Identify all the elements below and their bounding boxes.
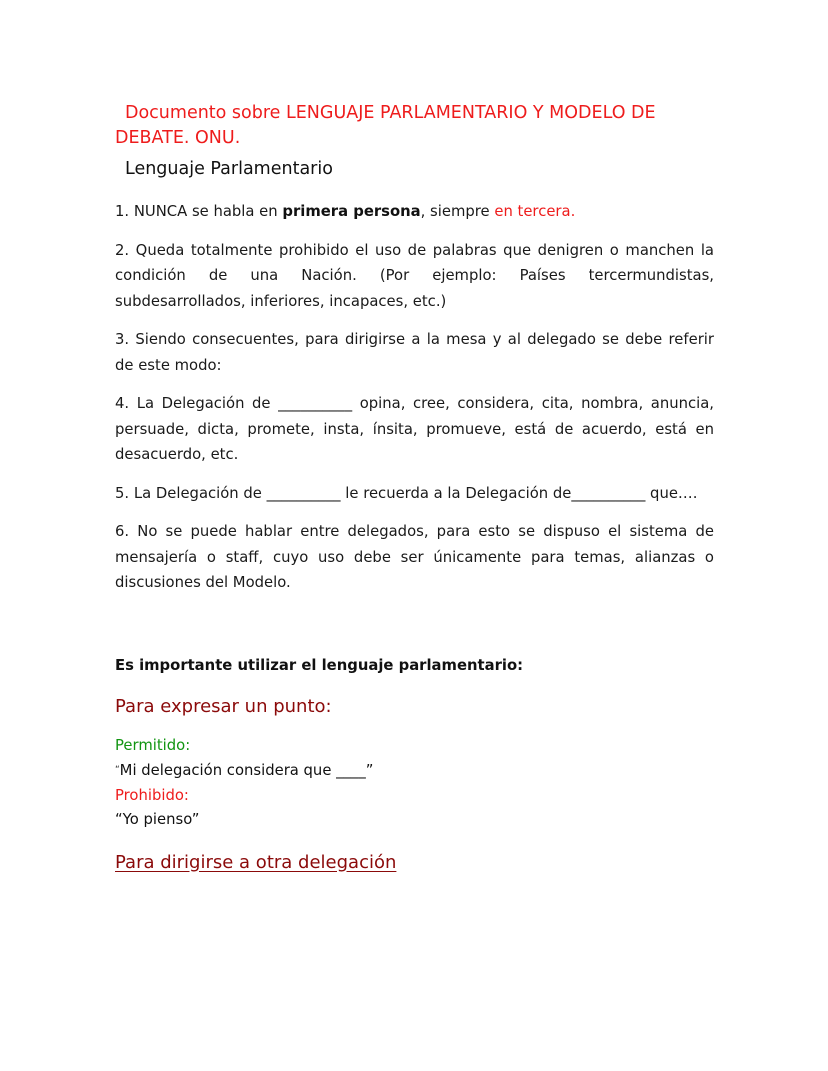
rule-1-highlight: en tercera. <box>494 203 576 220</box>
rule-2: 2. Queda totalmente prohibido el uso de palabras que denigren o manchen la condición de una Nación. (Por ejemplo: Países tercermundistas, subdesarrollados, inferiores, incapaces, etc.) <box>115 241 714 310</box>
prohibited-label: Prohibido: <box>115 786 189 804</box>
prohibited-example: “Yo pienso” <box>115 810 200 828</box>
rule-1-bold: primera persona <box>282 203 421 220</box>
rule-6: 6. No se puede hablar entre delegados, para esto se dispuso el sistema de mensajería o staff, cuyo uso debe ser únicamente para temas, alianzas o discusiones del Modelo. <box>115 523 714 591</box>
rule-1 <box>115 199 714 225</box>
allowed-quote-mark: “ <box>115 764 120 775</box>
allowed-label: Permitido: <box>115 736 191 754</box>
rule-3: 3. Siendo consecuentes, para dirigirse a la mesa y al delegado se debe referir de este modo: <box>115 331 714 374</box>
rule-1-prefix: 1. NUNCA se habla en <box>115 203 283 220</box>
allowed-example-line <box>115 757 714 784</box>
expression-heading: Para expresar un punto: <box>115 695 332 717</box>
section-heading: Lenguaje Parlamentario <box>125 159 333 179</box>
allowed-example: Mi delegación considera que ____” <box>119 761 374 779</box>
document-title: Documento sobre LENGUAJE PARLAMENTARIO Y MODELO DE DEBATE. ONU. <box>115 103 656 148</box>
rule-5: 5. La Delegación de __________ le recuerda a la Delegación de__________ que…. <box>115 484 698 502</box>
rule-4: 4. La Delegación de __________ opina, cree, considera, cita, nombra, anuncia, persuade, dicta, promete, insta, ínsita, promueve, está de acuerdo, está en desacuerdo, etc. <box>115 395 714 463</box>
address-heading: Para dirigirse a otra delegación <box>115 851 397 873</box>
important-note: Es importante utilizar el lenguaje parlamentario: <box>115 656 524 674</box>
rule-1-middle: , siempre <box>420 203 495 220</box>
